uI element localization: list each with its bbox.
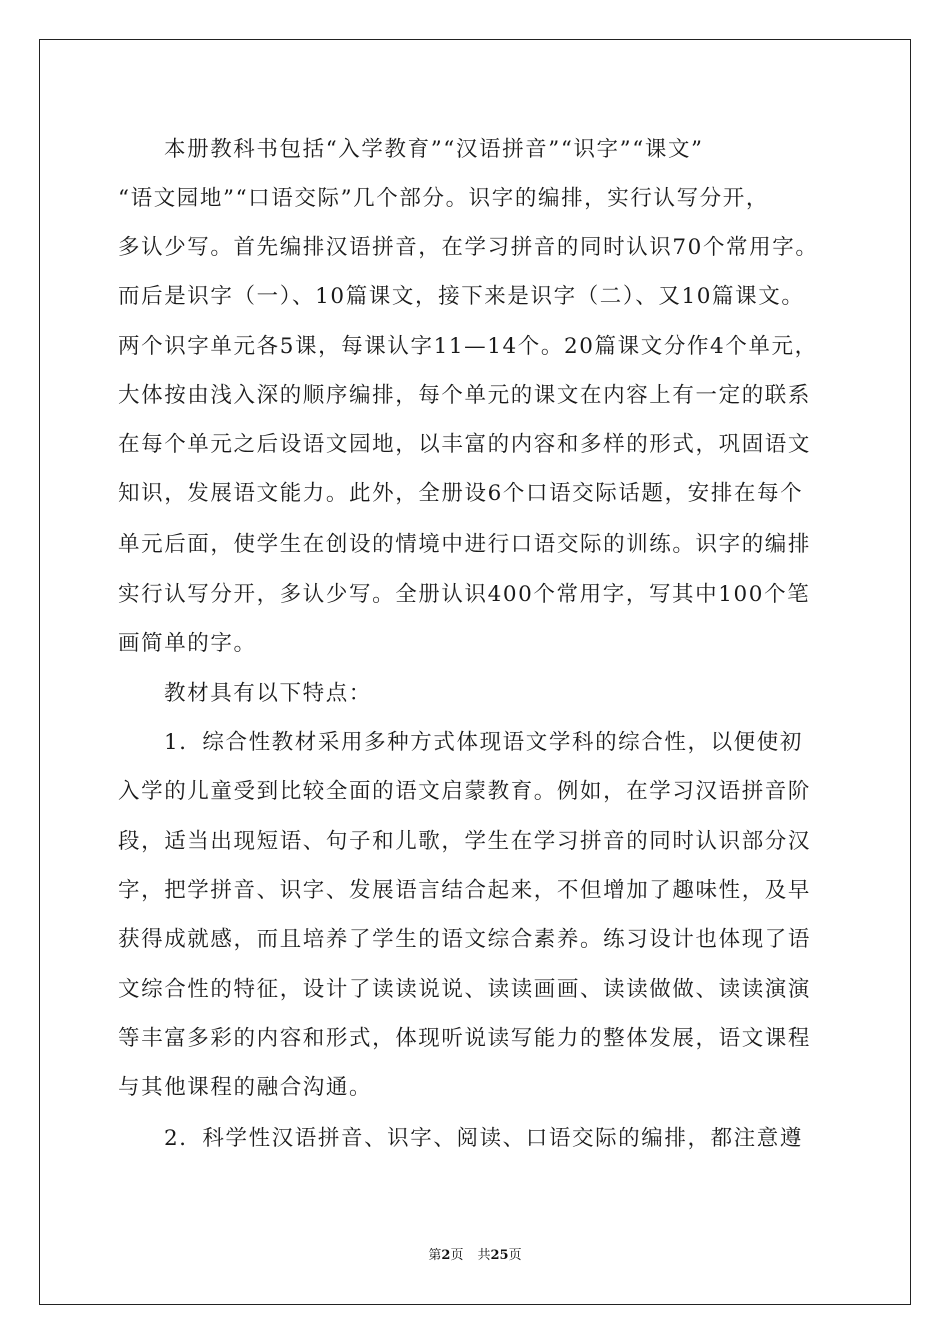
paragraph-line: 教材具有以下特点： [164,681,372,706]
paragraph-line: 字，把学拼音、识字、发展语言结合起来，不但增加了趣味性，及早 [118,878,812,903]
paragraph-line: 入学的儿童受到比较全面的语文启蒙教育。例如，在学习汉语拼音阶 [118,779,812,804]
page-suffix: 页 [450,1248,464,1263]
paragraph-line: “语文园地”“口语交际”几个部分。识字的编排，实行认写分开， [118,186,769,211]
paragraph-line: 本册教科书包括“入学教育”“汉语拼音”“识字”“课文” [164,137,704,162]
page-number: 2 [441,1248,451,1263]
page-border [39,39,911,1305]
paragraph-line: 多认少写。首先编排汉语拼音，在学习拼音的同时认识70个常用字。 [118,235,819,260]
paragraph-line: 与其他课程的融合沟通。 [118,1075,373,1100]
total-prefix: 共 [477,1248,491,1263]
paragraph-line: 实行认写分开，多认少写。全册认识400个常用字，写其中100个笔 [118,582,811,607]
paragraph-line: 画简单的字。 [118,631,257,656]
paragraph-line: 知识，发展语文能力。此外，全册设6个口语交际话题，安排在每个 [118,481,804,506]
total-pages: 25 [490,1248,509,1263]
paragraph-line: 段，适当出现短语、句子和儿歌，学生在学习拼音的同时认识部分汉 [118,829,812,854]
paragraph-line: 等丰富多彩的内容和形式，体现听说读写能力的整体发展，语文课程 [118,1026,812,1051]
paragraph-line: 在每个单元之后设语文园地，以丰富的内容和多样的形式，巩固语文 [118,432,812,457]
paragraph-line: 两个识字单元各5课，每课认字11—14个。20篇课文分作4个单元， [118,334,818,359]
page-prefix: 第 [428,1248,442,1263]
page-footer [0,1247,950,1265]
paragraph-line: 文综合性的特征，设计了读读说说、读读画画、读读做做、读读演演 [118,977,812,1002]
total-suffix: 页 [508,1248,522,1263]
paragraph-line: 1．综合性教材采用多种方式体现语文学科的综合性，以便使初 [164,730,803,755]
paragraph-line: 大体按由浅入深的顺序编排，每个单元的课文在内容上有一定的联系 [118,383,812,408]
paragraph-line: 获得成就感，而且培养了学生的语文综合素养。练习设计也体现了语 [118,927,812,952]
paragraph-line: 而后是识字（一）、10篇课文，接下来是识字（二）、又10篇课文。 [118,284,805,309]
paragraph-line: 2．科学性汉语拼音、识字、阅读、口语交际的编排，都注意遵 [164,1126,803,1151]
paragraph-line: 单元后面，使学生在创设的情境中进行口语交际的训练。识字的编排 [118,532,812,557]
